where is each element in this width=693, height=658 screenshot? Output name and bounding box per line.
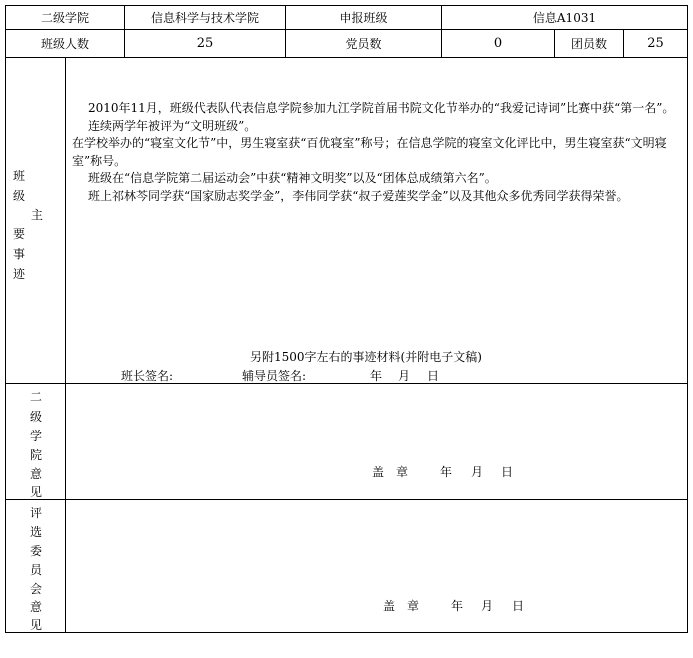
class-value: 信息A1031 <box>532 11 597 25</box>
college-opinion-char: 见 <box>30 485 43 499</box>
committee-seal-line <box>66 597 687 615</box>
college-opinion-char: 二 <box>30 390 43 404</box>
deeds-label-char: 班 <box>13 169 26 183</box>
college-month: 月 <box>471 465 484 479</box>
counselor-signature-label: 辅导员签名: <box>242 369 307 383</box>
committee-day: 日 <box>512 599 525 613</box>
college-opinion-label <box>6 384 65 499</box>
deeds-label-char: 主 <box>31 208 44 222</box>
college-seal-line <box>66 463 687 481</box>
committee-opinion-char: 委 <box>30 544 43 558</box>
party-member-value: 0 <box>493 36 503 51</box>
date-month: 月 <box>398 369 411 383</box>
deeds-label-char: 事 <box>13 247 26 261</box>
college-opinion-char: 级 <box>30 410 43 424</box>
attachment-note: 另附1500字左右的事迹材料(并附电子文稿) <box>250 350 482 364</box>
league-member-label: 团员数 <box>570 37 607 51</box>
committee-month: 月 <box>481 599 494 613</box>
college-seal: 盖 章 <box>372 465 409 479</box>
deeds-label <box>6 58 65 383</box>
college-value: 信息科学与技术学院 <box>150 11 259 25</box>
committee-opinion-char: 员 <box>30 563 43 577</box>
committee-opinion-char: 会 <box>30 582 43 596</box>
date-day: 日 <box>427 369 440 383</box>
college-label: 二级学院 <box>40 11 89 25</box>
college-opinion-char: 意 <box>30 467 43 481</box>
committee-opinion-char: 选 <box>30 525 43 539</box>
college-opinion-char: 学 <box>30 429 43 443</box>
college-day: 日 <box>501 465 514 479</box>
deeds-paragraph: 连续两学年被评为“文明班级”。 <box>88 118 257 133</box>
college-opinion-char: 院 <box>30 448 43 462</box>
class-label: 申报班级 <box>339 11 388 25</box>
row-divider <box>6 383 687 384</box>
committee-opinion-char: 见 <box>30 618 43 632</box>
date-year: 年 <box>370 369 383 383</box>
committee-opinion-label <box>6 500 65 633</box>
deeds-paragraph: 班级在“信息学院第二届运动会”中获“精神文明奖”以及“团体总成绩第六名”。 <box>88 171 497 185</box>
committee-year: 年 <box>451 599 464 613</box>
deeds-paragraph: 班上祁林芩同学获“国家励志奖学金”，李伟同学获“叔子爱莲奖学金”以及其他众多优秀同学获得荣誉。 <box>88 188 629 203</box>
row-divider <box>6 57 687 58</box>
class-size-value: 25 <box>196 36 214 51</box>
college-year: 年 <box>440 465 453 479</box>
deeds-paragraph: 在学校举办的“寝室文化节”中，男生寝室获“百优寝室”称号；在信息学院的寝室文化评比中，男生寝室获“文明寝室”称号。 <box>72 136 667 168</box>
application-form <box>5 5 688 633</box>
deeds-label-char: 迹 <box>13 267 26 281</box>
class-size-label: 班级人数 <box>40 37 89 51</box>
party-member-label: 党员数 <box>345 37 382 51</box>
deeds-label-char: 级 <box>13 189 26 203</box>
deeds-label-char: 要 <box>13 227 26 241</box>
monitor-signature-label: 班长签名: <box>121 369 174 383</box>
signature-line <box>6 367 687 383</box>
col-divider <box>65 58 66 633</box>
deeds-content <box>72 100 684 205</box>
deeds-paragraph: 2010年11月，班级代表队代表信息学院参加九江学院首届书院文化节举办的“我爱记诗词”比赛中获“第一名”。 <box>88 101 675 115</box>
row-divider <box>6 499 687 500</box>
committee-opinion-char: 意 <box>30 600 43 614</box>
committee-seal: 盖 章 <box>383 599 420 613</box>
league-member-value: 25 <box>647 36 664 51</box>
committee-opinion-char: 评 <box>30 506 43 520</box>
